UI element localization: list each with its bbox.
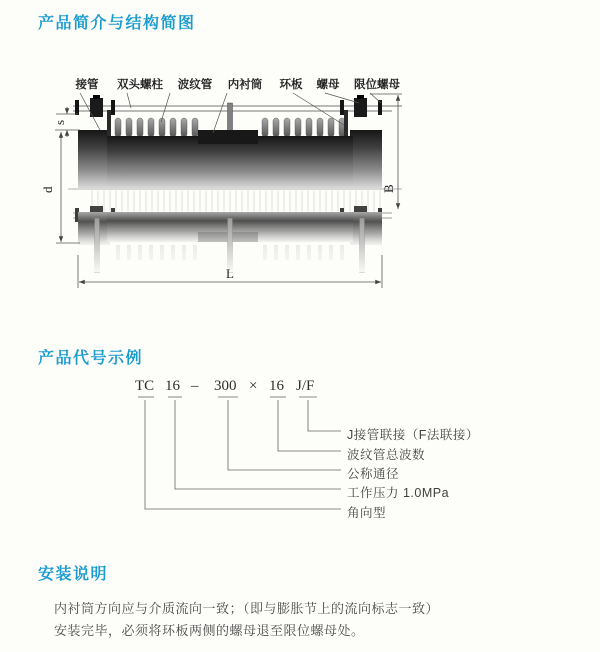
dim-label-d: d: [40, 186, 55, 193]
code-segment-type: TC: [135, 378, 155, 394]
code-annotation-connectors: [130, 394, 350, 519]
code-segment-dash: –: [191, 378, 199, 394]
part-label-nut: 螺母: [316, 79, 340, 91]
section-title-code-example: 产品代号示例: [38, 350, 144, 367]
part-label-ring-plate: 环板: [279, 79, 303, 91]
tie-rod: [73, 106, 402, 111]
install-note-line-1: 内衬筒方向应与介质流向一致；（即与膨胀节上的流向标志一致）: [54, 601, 440, 616]
part-label-pipe-end: 接管: [75, 79, 99, 91]
code-segment-pressure: 16: [165, 378, 180, 394]
annotation-nominal-diameter: 公称通径: [347, 467, 400, 481]
inner-liner: [198, 130, 258, 144]
dim-label-B: B: [381, 184, 396, 193]
section-title-installation: 安装说明: [38, 566, 109, 583]
annotation-wave-count: 波纹管总波数: [347, 448, 426, 462]
part-label-bellows: 波纹管: [177, 79, 213, 91]
ring-plate-right: [344, 110, 348, 136]
joint-body: [78, 130, 382, 188]
ring-plate-left: [107, 110, 111, 136]
dim-label-s: s: [52, 119, 67, 125]
dim-label-L: L: [226, 266, 234, 281]
annotation-working-pressure: 工作压力 1.0MPa: [347, 486, 450, 500]
annotation-angular-type: 角向型: [347, 506, 387, 520]
part-label-stud: 双头螺柱: [117, 79, 163, 91]
install-note-line-2: 安装完毕，必须将环板两侧的螺母退至限位螺母处。: [54, 623, 365, 638]
part-label-liner: 内衬筒: [227, 79, 263, 91]
lower-half-section: [65, 206, 405, 272]
code-segment-times: ×: [249, 378, 258, 394]
section-title-intro: 产品简介与结构简图: [38, 15, 196, 32]
part-label-limit-nut: 限位螺母: [354, 79, 400, 91]
code-segment-diameter: 300: [214, 378, 237, 394]
code-segment-waves: 16: [269, 378, 284, 394]
code-segment-connection: J/F: [296, 378, 315, 394]
expansion-joint-structure-diagram: [30, 62, 470, 305]
annotation-connection-type: J接管联接（F法联接）: [347, 428, 479, 442]
section-hatch-lines: [92, 191, 380, 212]
